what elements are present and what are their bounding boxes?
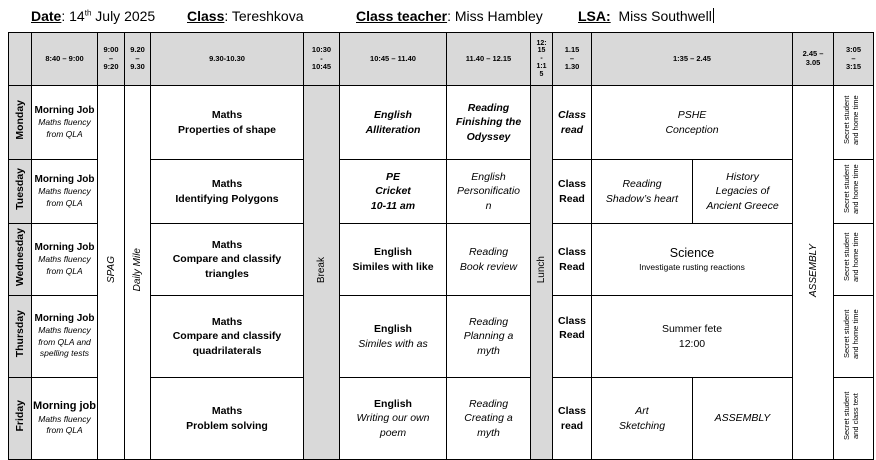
class-read-thursday: Class Read [553,296,592,378]
end-of-day-friday: Secret student and class text [834,378,874,460]
end-of-day-wednesday: Secret student and home time [834,224,874,296]
history-tuesday: History Legacies of Ancient Greece [693,160,793,224]
reading-tuesday: Reading Shadow’s heart [592,160,693,224]
english-monday: English Alliteration [340,86,447,160]
pe-tuesday: PE Cricket 10-11 am [340,160,447,224]
assembly-cell: ASSEMBLY [793,86,834,460]
break-cell: Break [304,86,340,460]
daily-mile-cell: Daily Mile [125,86,151,460]
time-slot-9: 1.15 – 1.30 [553,33,592,86]
lunch-cell: Lunch [531,86,553,460]
time-slot-10: 1:35 – 2.45 [592,33,793,86]
class-read-monday: Class read [553,86,592,160]
maths-thursday: Maths Compare and classify quadrilaterals [151,296,304,378]
time-slot-2: 9:00 – 9:20 [98,33,125,86]
time-slot-8: 12: 15 - 1:1 5 [531,33,553,86]
lsa-header[interactable] [578,8,714,24]
science-wednesday: Science Investigate rusting reactions [592,224,793,296]
class-label: Class [187,8,225,24]
maths-wednesday: Maths Compare and classify triangles [151,224,304,296]
time-slot-6: 10:45 – 11.40 [340,33,447,86]
english-tuesday: English Personificatio n [447,160,531,224]
english-thursday: English Similes with as [340,296,447,378]
class-header: Class: Tereshkova [187,8,304,24]
date-header: Date: 14th July 2025 [31,8,156,24]
maths-friday: Maths Problem solving [151,378,304,460]
lsa-label: LSA: [578,8,611,24]
day-label-friday: Friday [9,378,32,460]
spag-cell: SPAG [98,86,125,460]
day-label-thursday: Thursday [9,296,32,378]
day-label-monday: Monday [9,86,32,160]
date-rest: July 2025 [91,8,156,24]
english-friday: English Writing our own poem [340,378,447,460]
day-label-tuesday: Tuesday [9,160,32,224]
maths-tuesday: Maths Identifying Polygons [151,160,304,224]
time-slot-1: 8:40 – 9:00 [32,33,98,86]
morning-job-thursday: Morning Job Maths fluency from QLA and spelling tests [32,296,98,378]
date-day: 14 [69,8,85,24]
time-slot-12: 3:05 – 3:15 [834,33,874,86]
time-slot-7: 11.40 – 12.15 [447,33,531,86]
text-cursor [713,8,714,23]
afternoon-monday: PSHE Conception [592,86,793,160]
date-label: Date [31,8,62,24]
teacher-label: Class teacher [356,8,448,24]
morning-job-tuesday: Morning Job Maths fluency from QLA [32,160,98,224]
end-of-day-thursday: Secret student and home time [834,296,874,378]
lsa-value: Miss Southwell [610,8,712,24]
time-header-row [9,33,874,86]
teacher-value: Miss Hambley [450,8,543,24]
end-of-day-monday: Secret student and home time [834,86,874,160]
date-suffix: th [84,8,92,18]
class-read-wednesday: Class Read [553,224,592,296]
time-slot-4: 9.30-10.30 [151,33,304,86]
day-row-monday [9,86,874,160]
summer-fete-thursday: Summer fete 12:00 [592,296,793,378]
morning-job-monday: Morning Job Maths fluency from QLA [32,86,98,160]
reading-friday: Reading Creating a myth [447,378,531,460]
time-slot-5: 10:30 - 10:45 [304,33,340,86]
class-value: Tereshkova [228,8,304,24]
teacher-header: Class teacher: Miss Hambley [356,8,543,24]
reading-wednesday: Reading Book review [447,224,531,296]
reading-thursday: Reading Planning a myth [447,296,531,378]
day-label-wednesday: Wednesday [9,224,32,296]
time-slot-11: 2.45 – 3.05 [793,33,834,86]
class-read-tuesday: Class Read [553,160,592,224]
morning-job-friday: Morning job Maths fluency from QLA [32,378,98,460]
end-of-day-tuesday: Secret student and home time [834,160,874,224]
class-read-friday: Class read [553,378,592,460]
morning-job-wednesday: Morning Job Maths fluency from QLA [32,224,98,296]
timetable [8,32,874,460]
time-slot-3: 9.20 – 9.30 [125,33,151,86]
art-friday: Art Sketching [592,378,693,460]
reading-monday: Reading Finishing the Odyssey [447,86,531,160]
corner-cell [9,33,32,86]
assembly-friday: ASSEMBLY [693,378,793,460]
english-wednesday: English Similes with like [340,224,447,296]
maths-monday: Maths Properties of shape [151,86,304,160]
